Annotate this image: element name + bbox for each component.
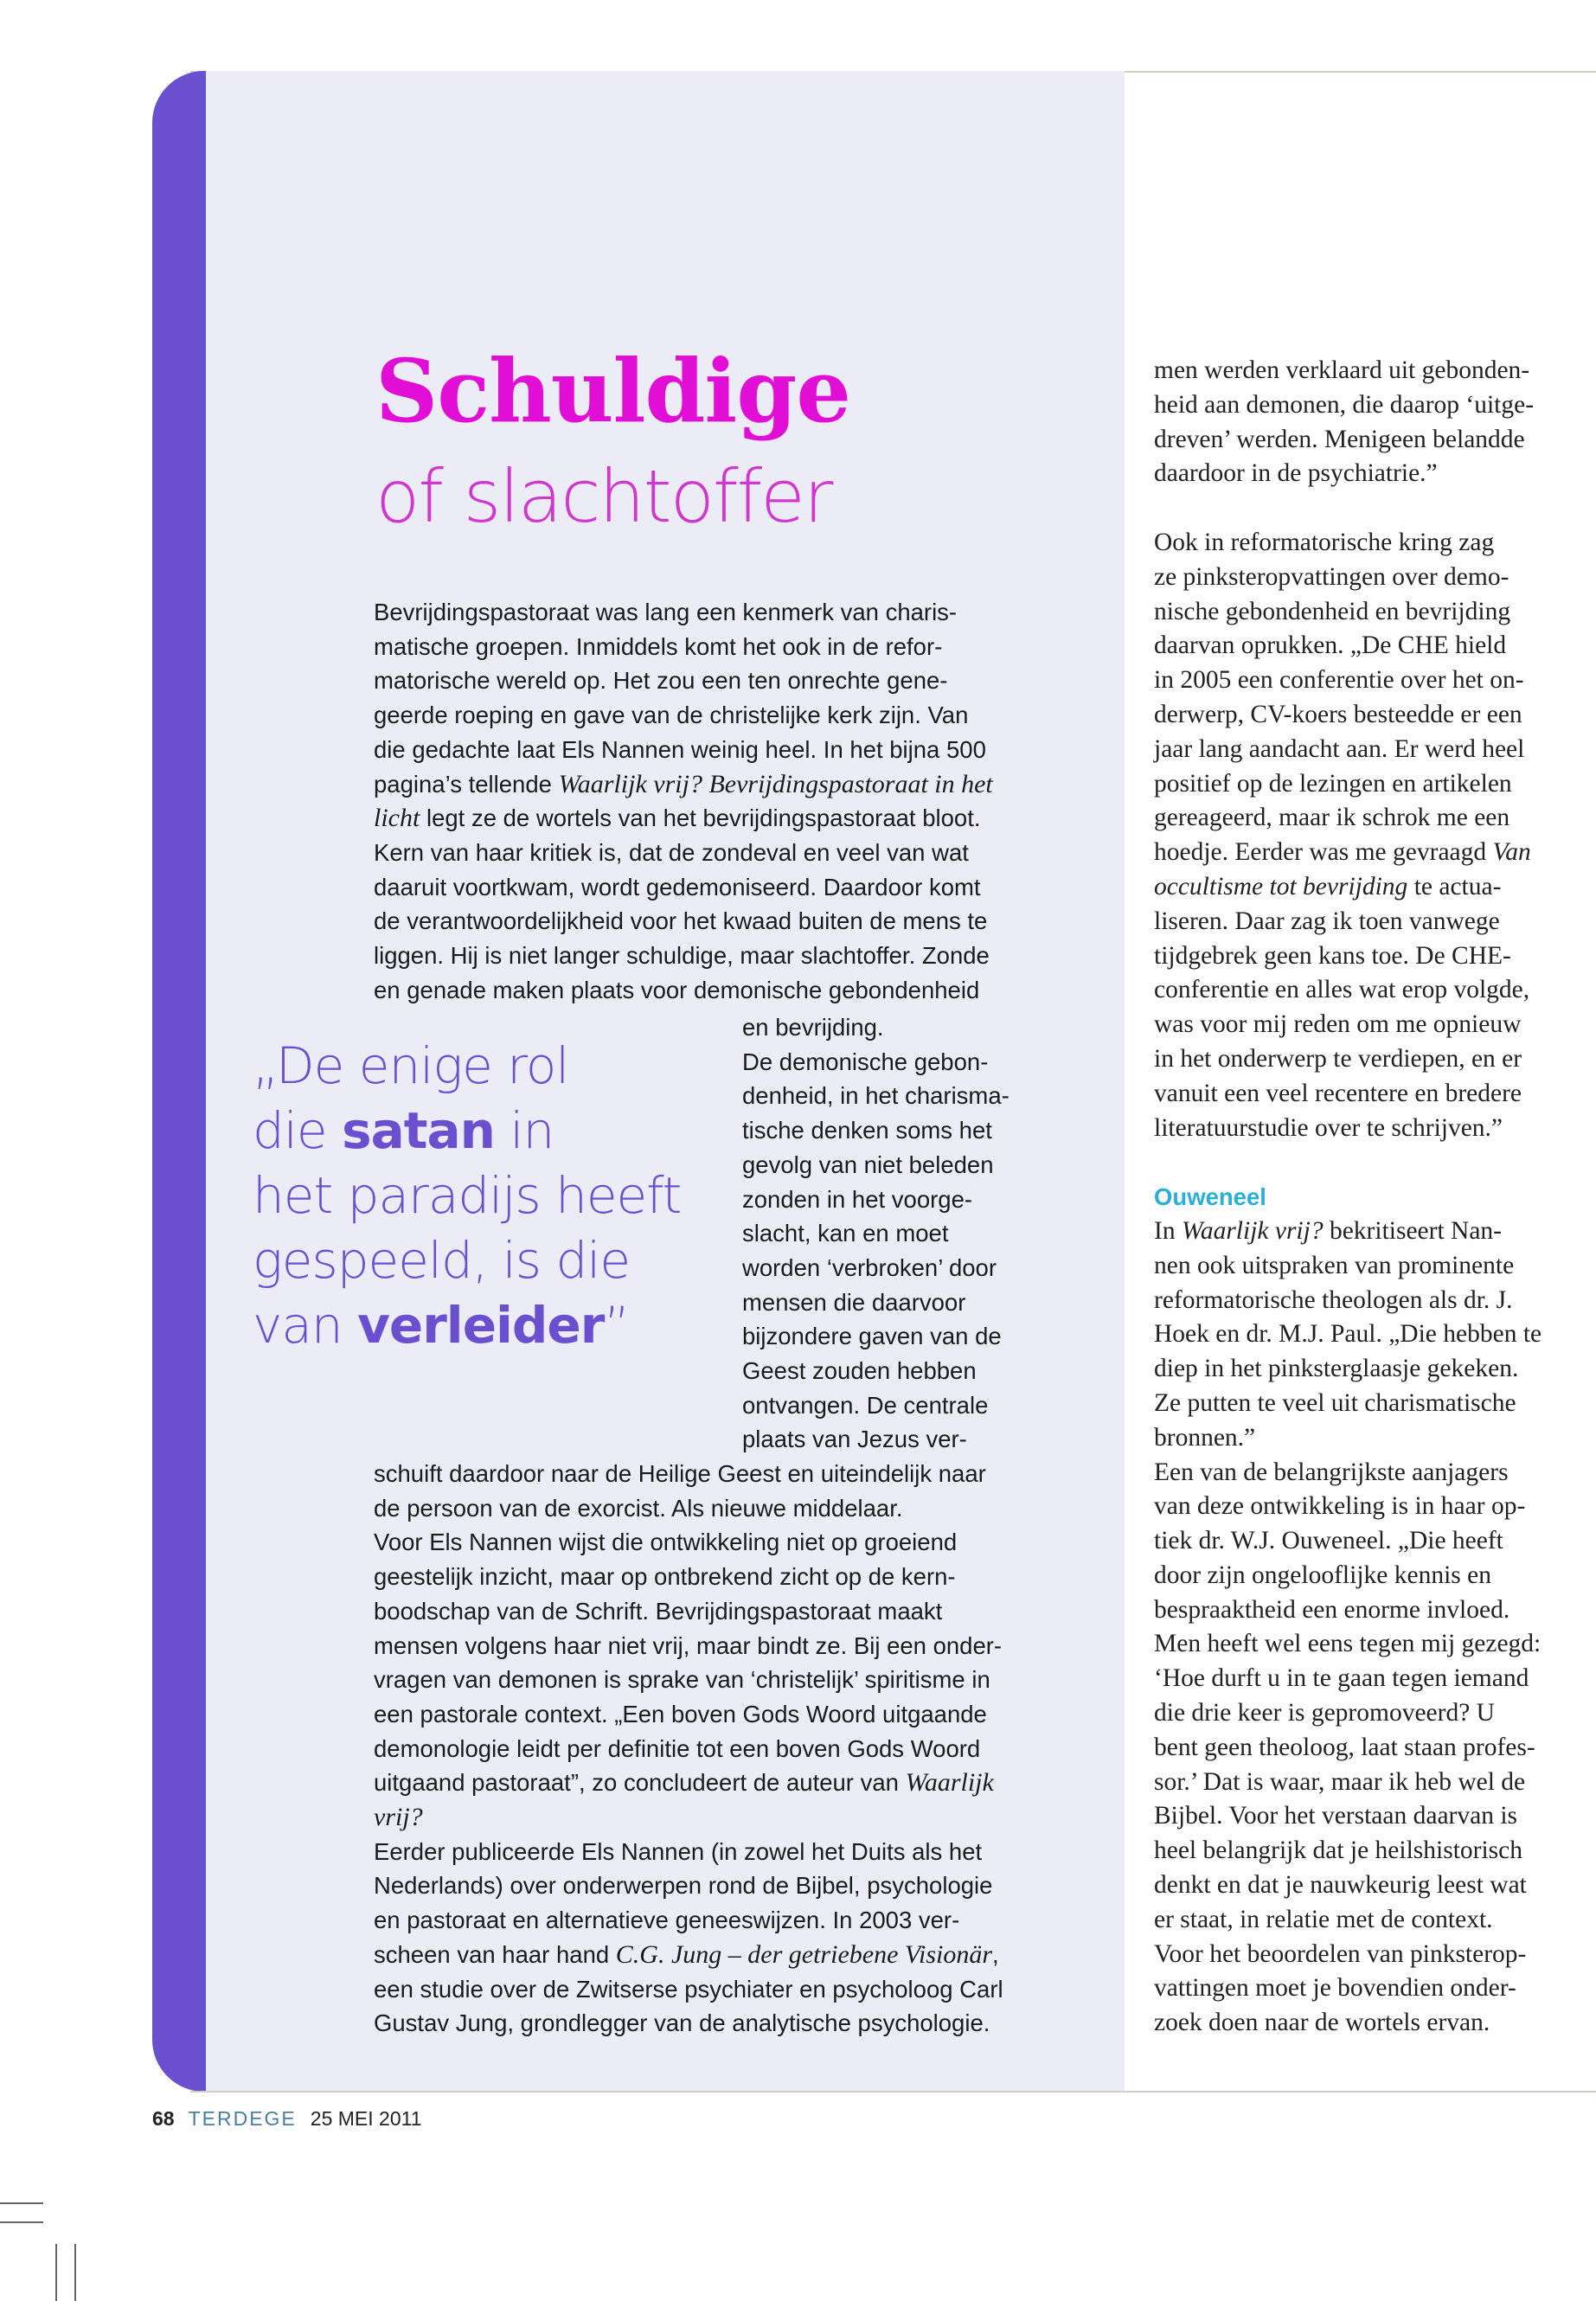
book-title-italic: Waarlijk <box>905 1768 994 1798</box>
intro-line: liggen. Hij is niet langer schuldige, maar slachtoffer. Zonde <box>374 942 990 970</box>
right-line: van deze ontwikkeling is in haar op- <box>1154 1492 1526 1521</box>
right-line: in het onderwerp te verdiepen, en er <box>1154 1044 1522 1073</box>
intro-line: en genade maken plaats voor demonische gebondenheid <box>374 976 980 1003</box>
right-line: positief op de lezingen en artikelen <box>1154 769 1512 798</box>
right-line: derwerp, CV-koers besteedde er een <box>1154 700 1522 728</box>
crop-mark <box>0 2202 43 2204</box>
right-line: bent geen theoloog, laat staan profes- <box>1154 1733 1535 1761</box>
narrow-line: De demonische gebon- <box>742 1048 989 1075</box>
right-line: zoek doen naar de wortels ervan. <box>1154 2009 1490 2037</box>
body-line: en pastoraat en alternatieve geneeswijzen. In 2003 ver- <box>374 1907 960 1934</box>
right-line: nen ook uitspraken van prominente <box>1154 1251 1515 1279</box>
right-line: nische gebondenheid en bevrijding <box>1154 597 1511 625</box>
narrow-column <box>742 1010 1040 1457</box>
body-line: geestelijk inzicht, maar op ontbrekend zicht op de kern- <box>374 1563 956 1591</box>
intro-text: pagina’s tellende <box>374 770 559 798</box>
intro-line: daaruit voortkwam, wordt gedemoniseerd. Daardoor komt <box>374 873 981 901</box>
paragraph-gap <box>1154 491 1580 526</box>
paragraph-gap <box>1154 1145 1580 1180</box>
right-line: sor.’ Dat is waar, maar ik heb wel de <box>1154 1767 1526 1796</box>
right-line: denkt en dat je nauwkeurig leest wat <box>1154 1871 1527 1900</box>
narrow-line: zonden in het voorge- <box>742 1185 973 1213</box>
book-title-italic: Van <box>1492 838 1531 867</box>
right-line: er staat, in relatie met de context. <box>1154 1905 1493 1933</box>
right-line: men werden verklaard uit gebonden- <box>1154 356 1530 384</box>
body-text: scheen van haar hand <box>374 1940 616 1968</box>
crop-mark <box>74 2244 76 2301</box>
body-line: Eerder publiceerde Els Nannen (in zowel het Duits als het <box>374 1837 983 1865</box>
right-text: hoedje. Eerder was me gevraagd <box>1154 838 1493 867</box>
narrow-line: en bevrijding. <box>742 1014 884 1041</box>
quote-text: ” <box>604 1296 630 1355</box>
right-line: tijdgebrek geen kans toe. De CHE- <box>1154 941 1511 970</box>
quote-line: „De enige rol <box>253 1036 569 1095</box>
quote-bold-word: satan <box>342 1101 495 1160</box>
body-line: Gustav Jung, grondlegger van de analytische psychologie. <box>374 2009 990 2037</box>
narrow-line: mensen die daarvoor <box>742 1288 966 1316</box>
right-line: Ook in reformatorische kring zag <box>1154 528 1495 556</box>
right-line: ze pinksteropvattingen over demo- <box>1154 562 1509 591</box>
right-line: diep in het pinksterglaasje gekeken. <box>1154 1355 1519 1383</box>
right-line: liseren. Daar zag ik toen vanwege <box>1154 907 1500 935</box>
article-title: Schuldige <box>375 340 850 442</box>
right-line: gereageerd, maar ik schrok me een <box>1154 804 1510 832</box>
quote-text: in <box>494 1101 554 1160</box>
crop-mark <box>55 2244 57 2301</box>
body-line: Nederlands) over onderwerpen rond de Bijbel, psychologie <box>374 1872 993 1900</box>
quote-text: die <box>253 1101 343 1160</box>
panel-accent-bar <box>152 71 206 2092</box>
book-title-italic: licht <box>374 804 420 833</box>
right-line: heid aan demonen, die daarop ‘uitge- <box>1154 390 1535 419</box>
right-line: door zijn ongelooflijke kennis en <box>1154 1561 1491 1589</box>
right-line: Bijbel. Voor het verstaan daarvan is <box>1154 1802 1518 1830</box>
intro-paragraph <box>374 595 1040 1007</box>
right-line: vanuit een veel recentere en bredere <box>1154 1079 1522 1107</box>
right-line: reformatorische theologen als dr. J. <box>1154 1285 1513 1314</box>
body-line: demonologie leidt per definitie tot een boven Gods Woord <box>374 1734 981 1762</box>
body-line <box>374 1766 1040 1800</box>
right-line <box>1154 870 1580 905</box>
right-line: Voor het beoordelen van pinksterop- <box>1154 1939 1527 1968</box>
book-title-italic: occultisme tot bevrijding <box>1154 872 1408 901</box>
right-line: was voor mij reden om me opnieuw <box>1154 1010 1522 1039</box>
right-text: In <box>1154 1216 1182 1245</box>
right-line <box>1154 836 1580 870</box>
page-number: 68 <box>152 2107 175 2130</box>
narrow-line: slacht, kan en moet <box>742 1220 949 1247</box>
right-text: te actua- <box>1407 872 1502 901</box>
body-text: , <box>992 1940 999 1968</box>
bottom-rule <box>190 2091 1596 2093</box>
right-line: die drie keer is gepromoveerd? U <box>1154 1699 1495 1727</box>
intro-line <box>374 801 1040 836</box>
right-line: Men heeft wel eens tegen mij gezegd: <box>1154 1630 1542 1658</box>
intro-line: matische groepen. Inmiddels komt het ook in de refor- <box>374 632 943 660</box>
body-line: de persoon van de exorcist. Als nieuwe middelaar. <box>374 1494 903 1522</box>
right-line: heel belangrijk dat je heilshistorisch <box>1154 1836 1522 1865</box>
intro-line: geerde roeping en gave van de christelijke kerk zijn. Van <box>374 702 969 729</box>
intro-line <box>374 767 1040 802</box>
narrow-line: worden ‘verbroken’ door <box>742 1253 997 1281</box>
intro-line: de verantwoordelijkheid voor het kwaad buiten de mens te <box>374 907 988 935</box>
right-line: ‘Hoe durft u in te gaan tegen iemand <box>1154 1664 1529 1693</box>
body-line: schuift daardoor naar de Heilige Geest en uiteindelijk naar <box>374 1460 986 1487</box>
article-subtitle: of slachtoffer <box>375 454 832 539</box>
right-line: literatuurstudie over te schrijven.” <box>1154 1113 1503 1142</box>
right-line: Hoek en dr. M.J. Paul. „Die hebben te <box>1154 1320 1542 1349</box>
book-title-italic: Waarlijk vrij? Bevrijdingspastoraat in het <box>558 769 993 798</box>
right-line: Een van de belangrijkste aanjagers <box>1154 1458 1509 1486</box>
right-line: bespraaktheid een enorme invloed. <box>1154 1595 1510 1624</box>
right-line: bronnen.” <box>1154 1423 1256 1452</box>
book-title-italic: vrij? <box>374 1803 423 1832</box>
body-line <box>374 1938 1040 1972</box>
right-line <box>1154 1215 1580 1249</box>
narrow-line: gevolg van niet beleden <box>742 1150 994 1178</box>
right-line: daarvan oprukken. „De CHE hield <box>1154 631 1507 660</box>
body-line <box>374 1800 1040 1835</box>
page-footer <box>152 2107 422 2131</box>
narrow-line: Geest zouden hebben <box>742 1357 977 1385</box>
quote-line <box>253 1293 702 1358</box>
right-line: dreven’ werden. Menigeen belandde <box>1154 425 1525 453</box>
narrow-line: ontvangen. De centrale <box>742 1391 989 1419</box>
narrow-line: bijzondere gaven van de <box>742 1323 1002 1350</box>
body-paragraph <box>374 1457 1040 2041</box>
section-heading: Ouweneel <box>1154 1183 1266 1211</box>
magazine-name: TERDEGE <box>188 2107 297 2130</box>
intro-line: die gedachte laat Els Nannen weinig heel. In het bijna 500 <box>374 735 986 763</box>
quote-line: gespeeld, is die <box>253 1231 631 1290</box>
right-line: jaar lang aandacht aan. Er werd heel <box>1154 734 1525 763</box>
narrow-line: denheid, in het charisma- <box>742 1082 1010 1110</box>
right-line: in 2005 een conferentie over het on- <box>1154 666 1524 695</box>
narrow-line: plaats van Jezus ver- <box>742 1426 967 1453</box>
quote-line: het paradijs heeft <box>253 1166 682 1225</box>
right-line: vattingen moet je bovendien onder- <box>1154 1974 1516 2003</box>
body-line: Voor Els Nannen wijst die ontwikkeling niet op groeiend <box>374 1529 958 1556</box>
issue-date: 25 MEI 2011 <box>310 2107 422 2130</box>
body-line: een studie over de Zwitserse psychiater en psycholoog Carl <box>374 1975 1003 2003</box>
quote-text: van <box>253 1296 358 1355</box>
quote-line <box>253 1099 702 1163</box>
body-line: mensen volgens haar niet vrij, maar bindt ze. Bij een onder- <box>374 1631 1003 1659</box>
pull-quote <box>253 1034 702 1358</box>
body-line: een pastorale context. „Een boven Gods Woord uitgaande <box>374 1700 987 1727</box>
book-title-italic: C.G. Jung – der getriebene Visionär <box>615 1939 993 1969</box>
intro-text: legt ze de wortels van het bevrijdingspastoraat bloot. <box>420 804 981 832</box>
body-line: boodschap van de Schrift. Bevrijdingspastoraat maakt <box>374 1597 943 1625</box>
right-line: tiek dr. W.J. Ouweneel. „Die heeft <box>1154 1527 1503 1555</box>
quote-bold-word: verleider <box>357 1296 605 1355</box>
narrow-line: tische denken soms het <box>742 1117 992 1144</box>
body-line: vragen van demonen is sprake van ‘christelijk’ spiritisme in <box>374 1666 990 1694</box>
intro-line: matorische wereld op. Het zou een ten onrechte gene- <box>374 667 948 695</box>
intro-line: Bevrijdingspastoraat was lang een kenmerk van charis- <box>374 599 958 625</box>
intro-line: Kern van haar kritiek is, dat de zondeval en veel van wat <box>374 838 969 866</box>
right-line: daardoor in de psychiatrie.” <box>1154 459 1438 488</box>
book-title-italic: Waarlijk vrij? <box>1181 1216 1324 1245</box>
right-line: Ze putten te veel uit charismatische <box>1154 1388 1516 1417</box>
crop-mark <box>0 2221 43 2223</box>
body-text: uitgaand pastoraat”, zo concludeert de auteur van <box>374 1769 906 1797</box>
right-column <box>1154 354 1580 2041</box>
right-text: bekritiseert Nan- <box>1323 1216 1502 1245</box>
right-line: conferentie en alles wat erop volgde, <box>1154 976 1530 1004</box>
